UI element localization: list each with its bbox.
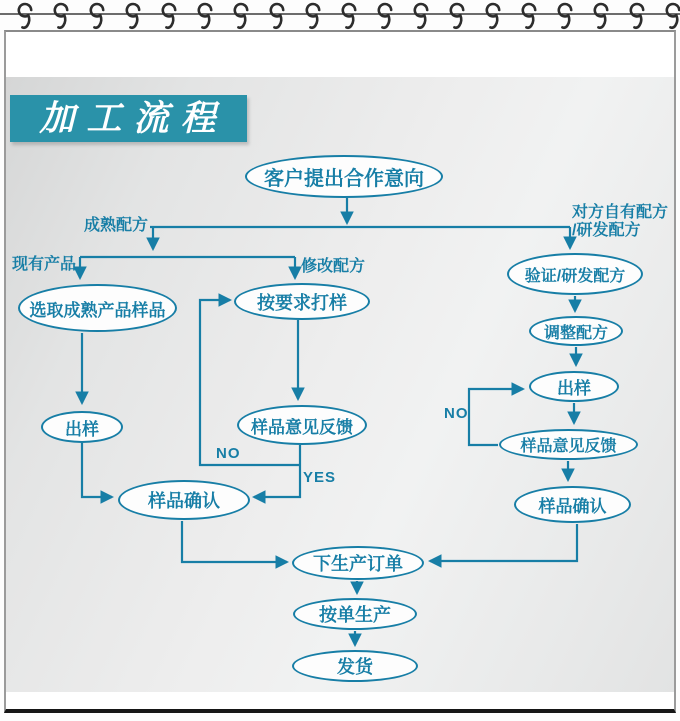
connector-confirm-right-to-order: [430, 524, 577, 561]
connector-sampleout-to-confirm-left: [82, 443, 112, 497]
flow-node-proposal: 客户提出合作意向: [245, 155, 443, 198]
flow-node-feedback-right: 样品意见反馈: [499, 429, 638, 460]
edge-label-yes-mid: YES: [303, 469, 337, 486]
edge-label-mature-formula: 成熟配方: [84, 217, 149, 234]
flow-node-sample-out-left: 出样: [41, 411, 123, 443]
spiral-binding-icon: [0, 0, 680, 36]
edge-label-no-right: NO: [444, 405, 469, 422]
edge-label-own-formula-line2: /研发配方: [572, 222, 641, 239]
edge-label-existing-product: 现有产品: [12, 256, 77, 273]
title-bar: [10, 95, 247, 142]
flow-node-confirm-right: 样品确认: [514, 486, 631, 523]
flow-node-verify-formula: 验证/研发配方: [507, 253, 643, 295]
connector-confirm-left-to-order: [182, 521, 287, 562]
edge-label-no-mid: NO: [216, 445, 241, 462]
flow-node-feedback-mid: 样品意见反馈: [237, 405, 367, 445]
flow-node-adjust-formula: 调整配方: [529, 316, 623, 346]
flow-node-produce: 按单生产: [293, 598, 417, 630]
flow-node-ship: 发货: [292, 650, 418, 682]
flow-node-order: 下生产订单: [292, 546, 424, 580]
flow-node-make-sample: 按要求打样: [234, 283, 370, 320]
flow-node-confirm-left: 样品确认: [118, 480, 250, 520]
edge-label-own-formula-line1: 对方自有配方: [572, 204, 669, 221]
spiral-binding-rings: [19, 4, 679, 28]
flow-node-select-sample: 选取成熟产品样品: [18, 284, 177, 332]
connector-feedback-yes-to-confirm: [254, 445, 300, 497]
edge-label-modify-formula: 修改配方: [301, 258, 366, 275]
flow-node-sample-out-right: 出样: [529, 371, 619, 402]
page-title: 加工流程: [39, 99, 228, 138]
